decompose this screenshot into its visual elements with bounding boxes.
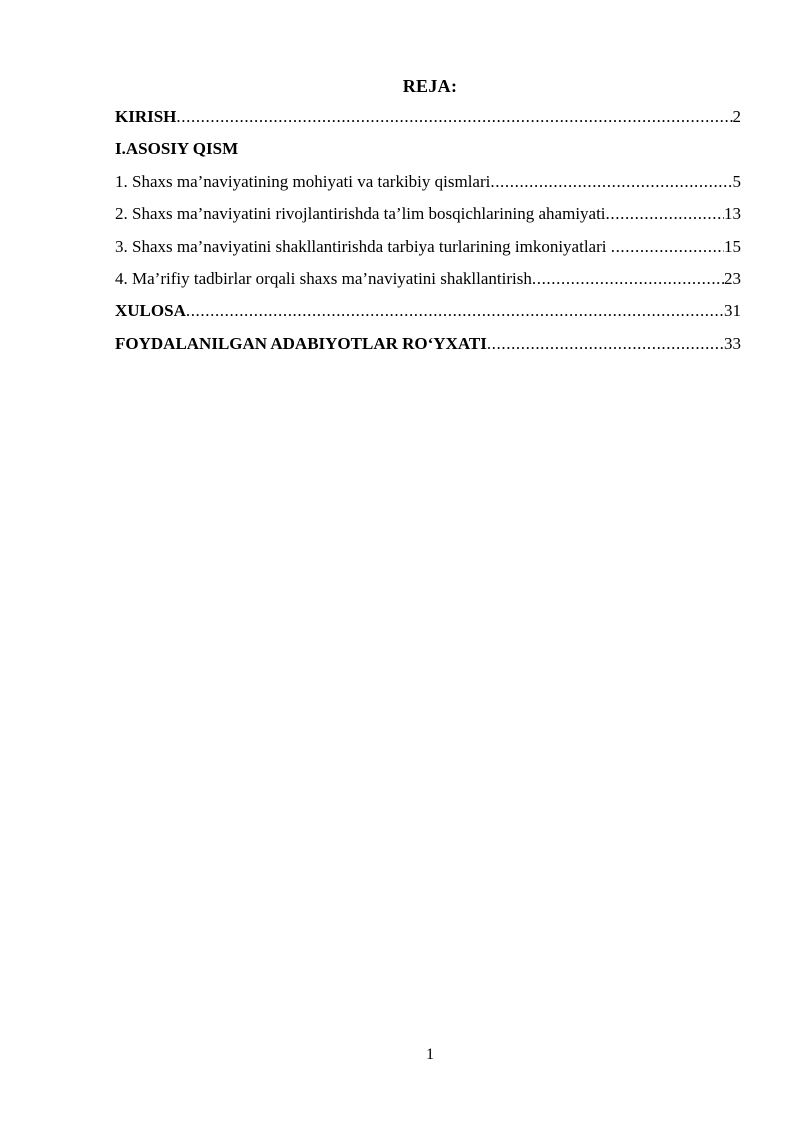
toc-entry-page: 23 — [724, 268, 741, 288]
toc-entry-xulosa — [115, 301, 741, 333]
toc-entry-adabiyotlar — [115, 334, 741, 366]
toc-entry-label: 1. Shaxs ma’naviyatining mohiyati va tarkibiy qismlari — [115, 171, 491, 191]
toc-dot-leader — [186, 301, 724, 321]
toc-heading-asosiy-qism — [115, 139, 741, 171]
toc-entry-page: 31 — [724, 301, 741, 321]
toc-entry-page: 15 — [724, 236, 741, 256]
toc-dot-leader — [606, 204, 724, 224]
table-of-contents — [115, 107, 741, 366]
toc-entry-label: FOYDALANILGAN ADABIYOTLAR RO‘YXATI — [115, 333, 487, 353]
toc-entry-label: XULOSA — [115, 301, 186, 321]
toc-dot-leader — [611, 237, 724, 257]
toc-entry-page: 33 — [724, 333, 741, 353]
toc-entry-label: 4. Ma’rifiy tadbirlar orqali shaxs ma’naviyatini shakllantirish — [115, 268, 532, 288]
toc-entry-page: 5 — [732, 171, 741, 191]
toc-entry-page: 13 — [724, 204, 741, 224]
toc-entry-kirish — [115, 107, 741, 139]
page-number: 1 — [426, 1046, 434, 1063]
toc-entry-section-1 — [115, 172, 741, 204]
page-title: REJA: — [402, 76, 458, 96]
toc-entry-label: KIRISH — [115, 107, 177, 126]
toc-dot-leader — [490, 172, 732, 192]
toc-entry-page: 2 — [732, 107, 741, 126]
toc-entry-section-4 — [115, 269, 741, 301]
toc-dot-leader — [532, 269, 724, 289]
toc-entry-label: 3. Shaxs ma’naviyatini shakllantirishda tarbiya turlarining imkoniyatlari — [115, 236, 611, 256]
toc-dot-leader — [176, 107, 732, 127]
toc-entry-section-2 — [115, 204, 741, 236]
toc-entry-section-3 — [115, 237, 741, 269]
toc-entry-label: 2. Shaxs ma’naviyatini rivojlantirishda ta’lim bosqichlarining ahamiyati — [115, 204, 606, 224]
toc-heading-label: I.ASOSIY QISM — [115, 139, 239, 159]
toc-dot-leader — [487, 334, 724, 354]
